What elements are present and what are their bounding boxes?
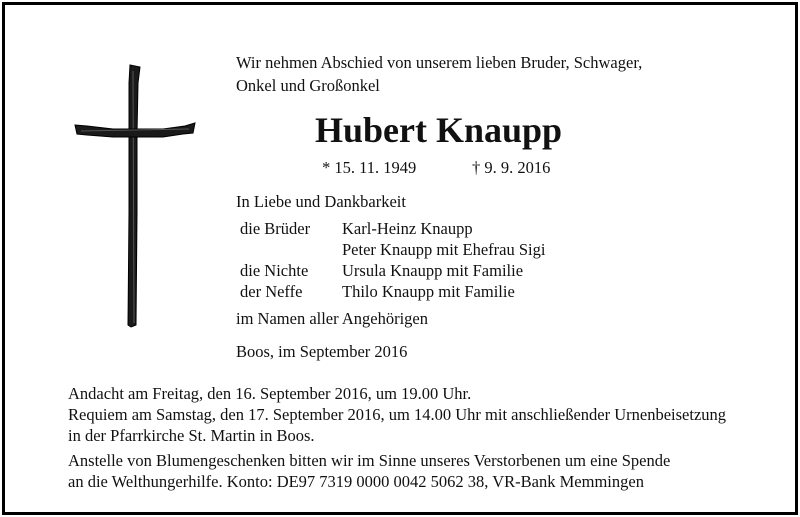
death-date: † 9. 9. 2016 (472, 158, 551, 177)
on-behalf-line: im Namen aller Angehörigen (236, 309, 428, 328)
donation-line-1: Anstelle von Blumengeschenken bitten wir im Sinne unseres Verstorbenen um eine Spende (68, 451, 671, 470)
deceased-name: Hubert Knaupp (315, 110, 563, 150)
place-date: Boos, im September 2016 (236, 342, 408, 361)
relation-label: die Brüder (240, 219, 311, 238)
intro-line-1: Wir nehmen Abschied von unserem lieben Bruder, Schwager, (236, 53, 643, 72)
obituary-notice (2, 2, 798, 515)
service-line-2: Requiem am Samstag, den 17. September 2016, um 14.00 Uhr mit anschließender Urnenbeisetzung (68, 405, 727, 424)
relative-name: Karl-Heinz Knaupp (342, 219, 473, 238)
intro-line-2: Onkel und Großonkel (236, 76, 380, 95)
service-line-1: Andacht am Freitag, den 16. September 2016, um 19.00 Uhr. (68, 384, 472, 403)
donation-line-2: an die Welthungerhilfe. Konto: DE97 7319 0000 0042 5062 38, VR-Bank Memmingen (68, 472, 644, 491)
service-line-3: in der Pfarrkirche St. Martin in Boos. (68, 426, 315, 445)
relative-name: Peter Knaupp mit Ehefrau Sigi (342, 240, 546, 259)
relation-label: die Nichte (240, 261, 309, 280)
relative-name: Thilo Knaupp mit Familie (342, 282, 515, 301)
relative-name: Ursula Knaupp mit Familie (342, 261, 524, 280)
birth-date: * 15. 11. 1949 (322, 158, 417, 177)
cross-icon (73, 63, 197, 333)
relation-label: der Neffe (240, 282, 303, 301)
gratitude-line: In Liebe und Dankbarkeit (236, 192, 406, 211)
